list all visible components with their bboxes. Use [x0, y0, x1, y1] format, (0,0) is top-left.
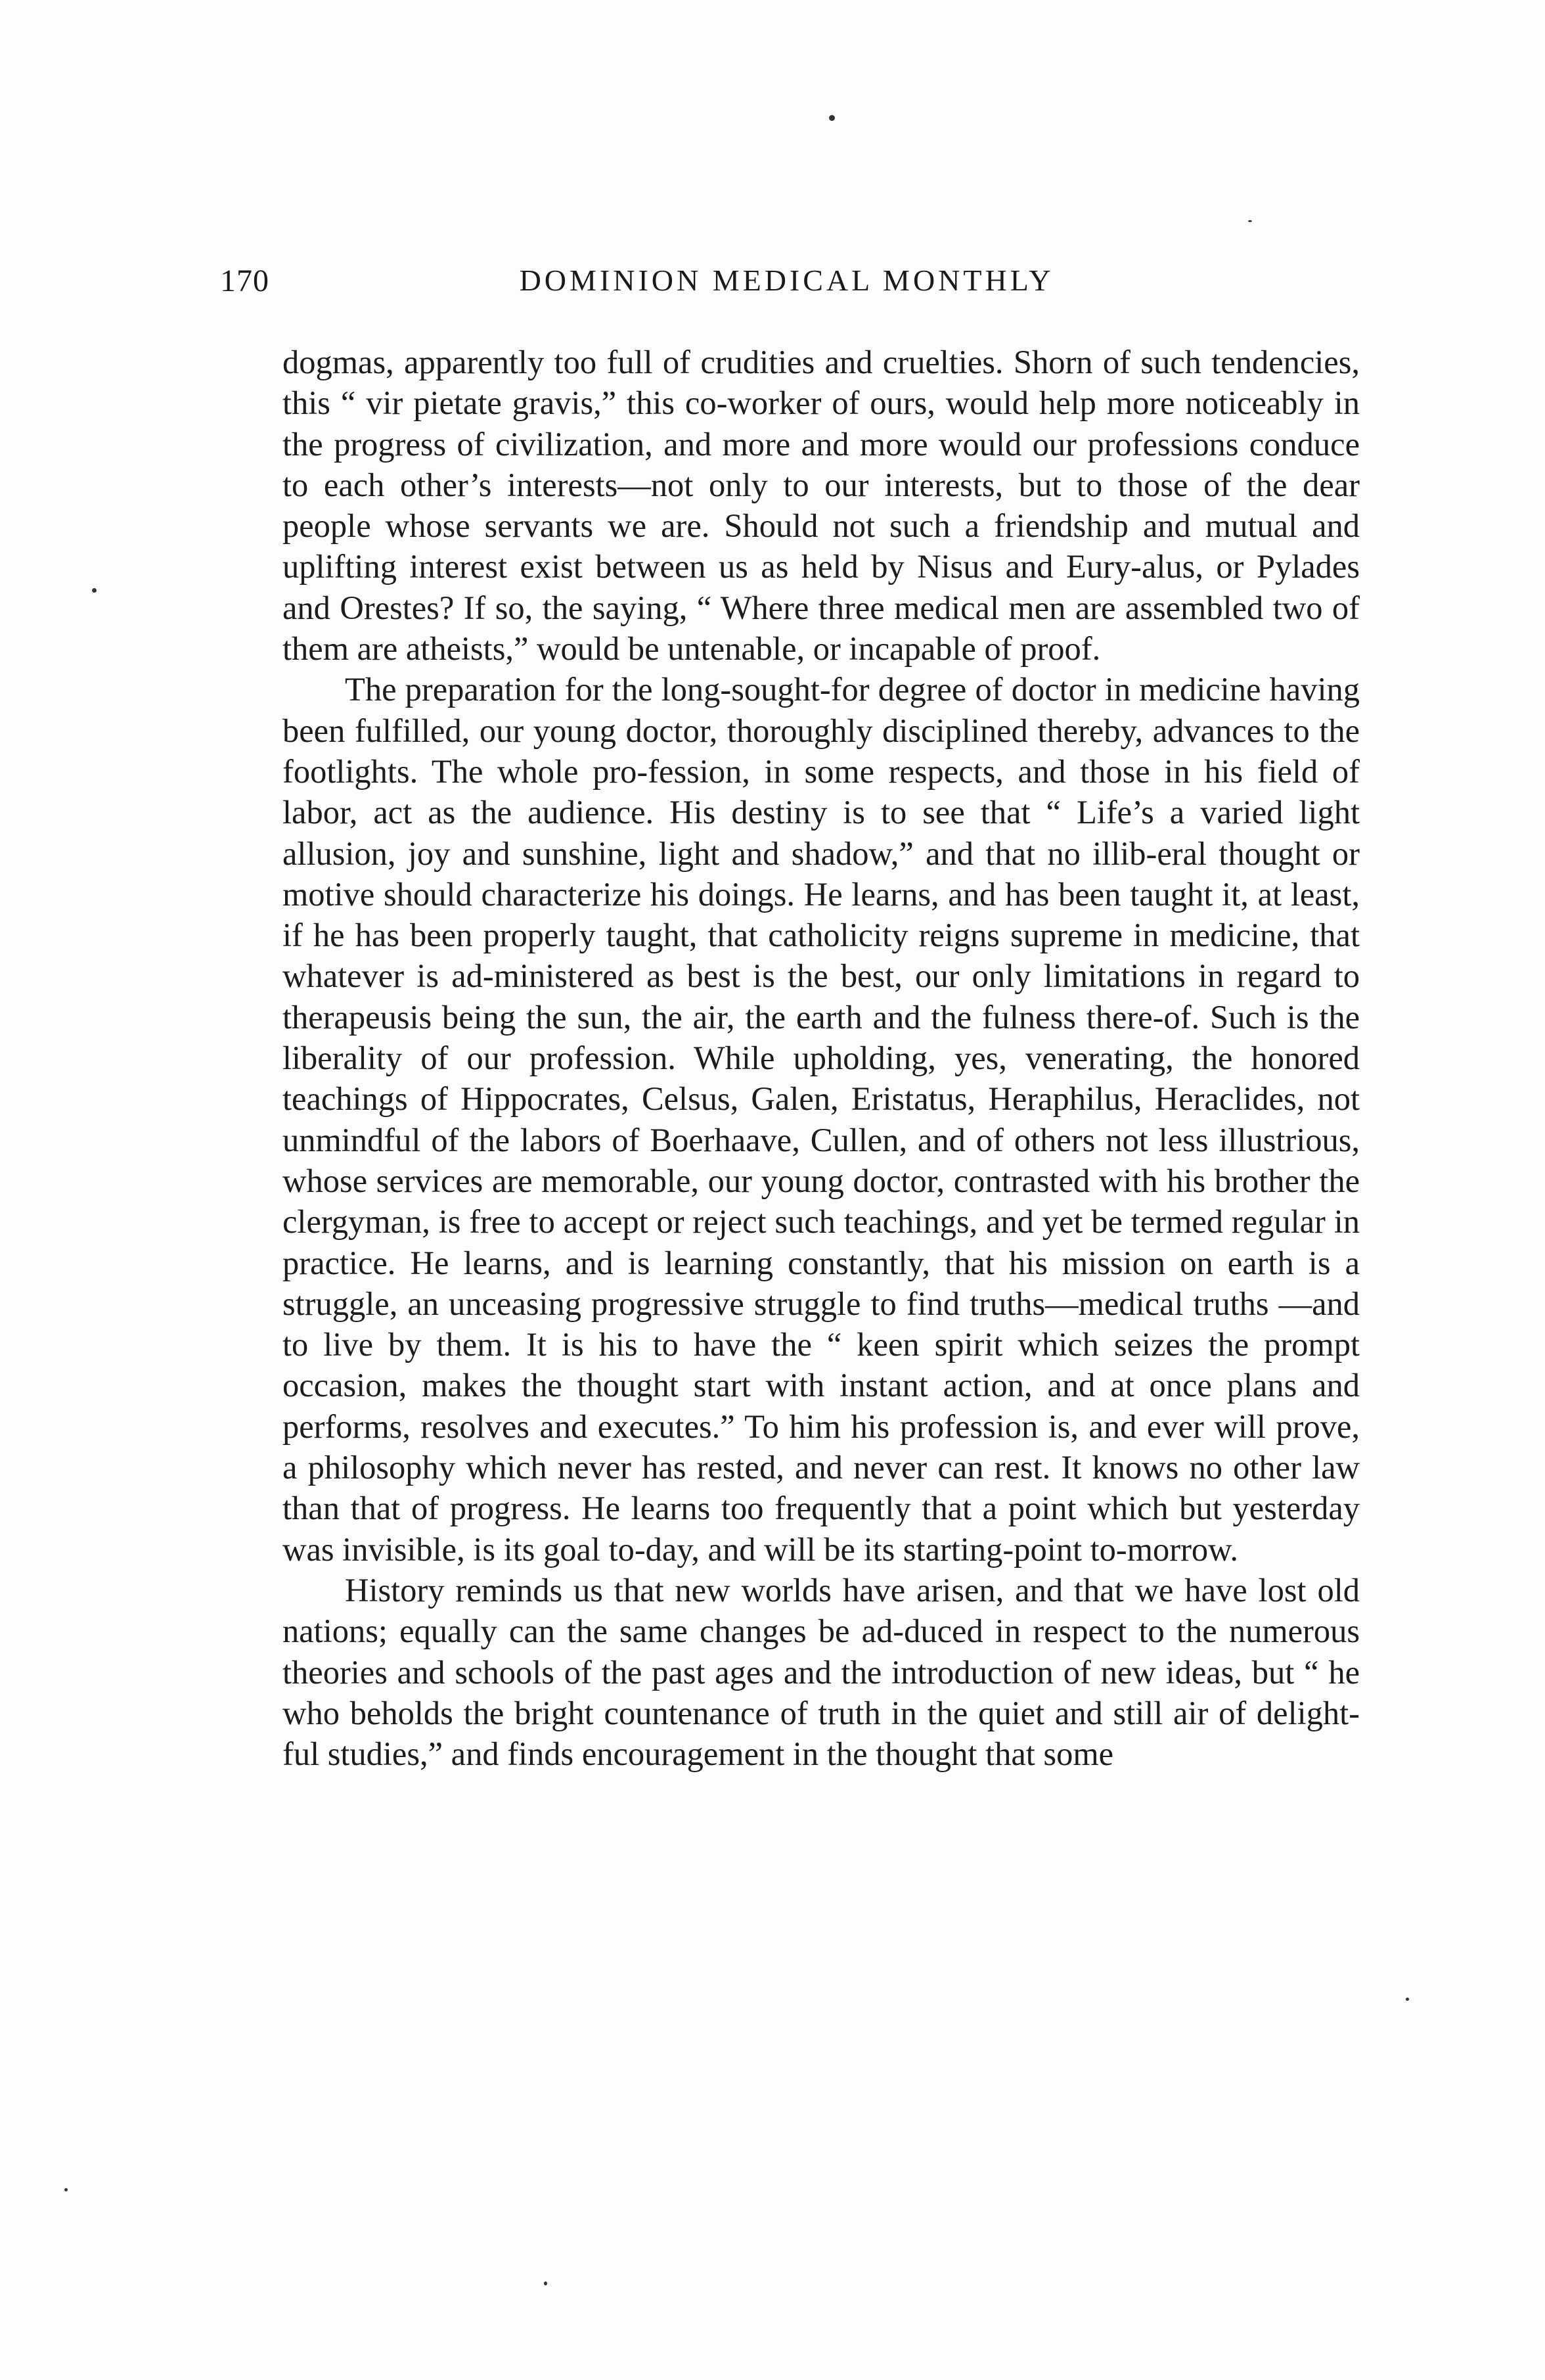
running-head: DOMINION MEDICAL MONTHLY [519, 263, 1054, 297]
scan-speck [1406, 1998, 1409, 2001]
article-body [282, 342, 1360, 1774]
page-header [220, 263, 1353, 315]
page-number: 170 [220, 263, 269, 298]
scan-speck [544, 2281, 547, 2285]
scan-speck [92, 588, 97, 593]
scan-speck [64, 2188, 68, 2191]
paragraph-3: History reminds us that new worlds have arisen, and that we have lost old nations; equally can the same changes be ad-duced in respect to the numerous theories and schools of the past ages and the introduction of new ideas, but “ he who beholds the bright countenance of truth in the quiet and still air of delight-ful studies,” and finds encouragement in the thought that some [282, 1571, 1360, 1773]
paragraph-1: dogmas, apparently too full of crudities and cruelties. Shorn of such tendencies, this “ vir pietate gravis,” this co-worker of ours, would help more noticeably in the progress of civilization, and more and more would our professions conduce to each other’s interests—not only to our interests, but to those of the dear people whose servants we are. Should not such a friendship and mutual and uplifting interest exist between us as held by Nisus and Eury-alus, or Pylades and Orestes? If so, the saying, “ Where three medical men are assembled two of them are atheists,” would be untenable, or incapable of proof. [282, 344, 1360, 668]
paragraph-2: The preparation for the long-sought-for degree of doctor in medicine having been fulfilled, our young doctor, thoroughly disciplined thereby, advances to the footlights. The whole pro-fession, in some respects, and those in his field of labor, act as the audience. His destiny is to see that “ Life’s a varied light allusion, joy and sunshine, light and shadow,” and that no illib-eral thought or motive should characterize his doings. He learns, and has been taught it, at least, if he has been properly taught, that catholicity reigns supreme in medicine, that whatever is ad-ministered as best is the best, our only limitations in regard to therapeusis being the sun, the air, the earth and the fulness there-of. Such is the liberality of our profession. While upholding, yes, venerating, the honored teachings of Hippocrates, Celsus, Galen, Eristatus, Heraphilus, Heraclides, not unmindful of the labors of Boerhaave, Cullen, and of others not less illustrious, whose services are memorable, our young doctor, contrasted with his brother the clergyman, is free to accept or reject such teachings, and yet be termed regular in practice. He learns, and is learning constantly, that his mission on earth is a struggle, an unceasing progressive struggle to find truths—medical truths —and to live by them. It is his to have the “ keen spirit which seizes the prompt occasion, makes the thought start with instant action, and at once plans and performs, resolves and executes.” To him his profession is, and ever will prove, a philosophy which never has rested, and never can rest. It knows no other law than that of progress. He learns too frequently that a point which but yesterday was invisible, is its goal to-day, and will be its starting-point to-morrow. [282, 671, 1360, 1568]
scan-speck [829, 115, 835, 121]
scan-speck [1248, 220, 1252, 222]
